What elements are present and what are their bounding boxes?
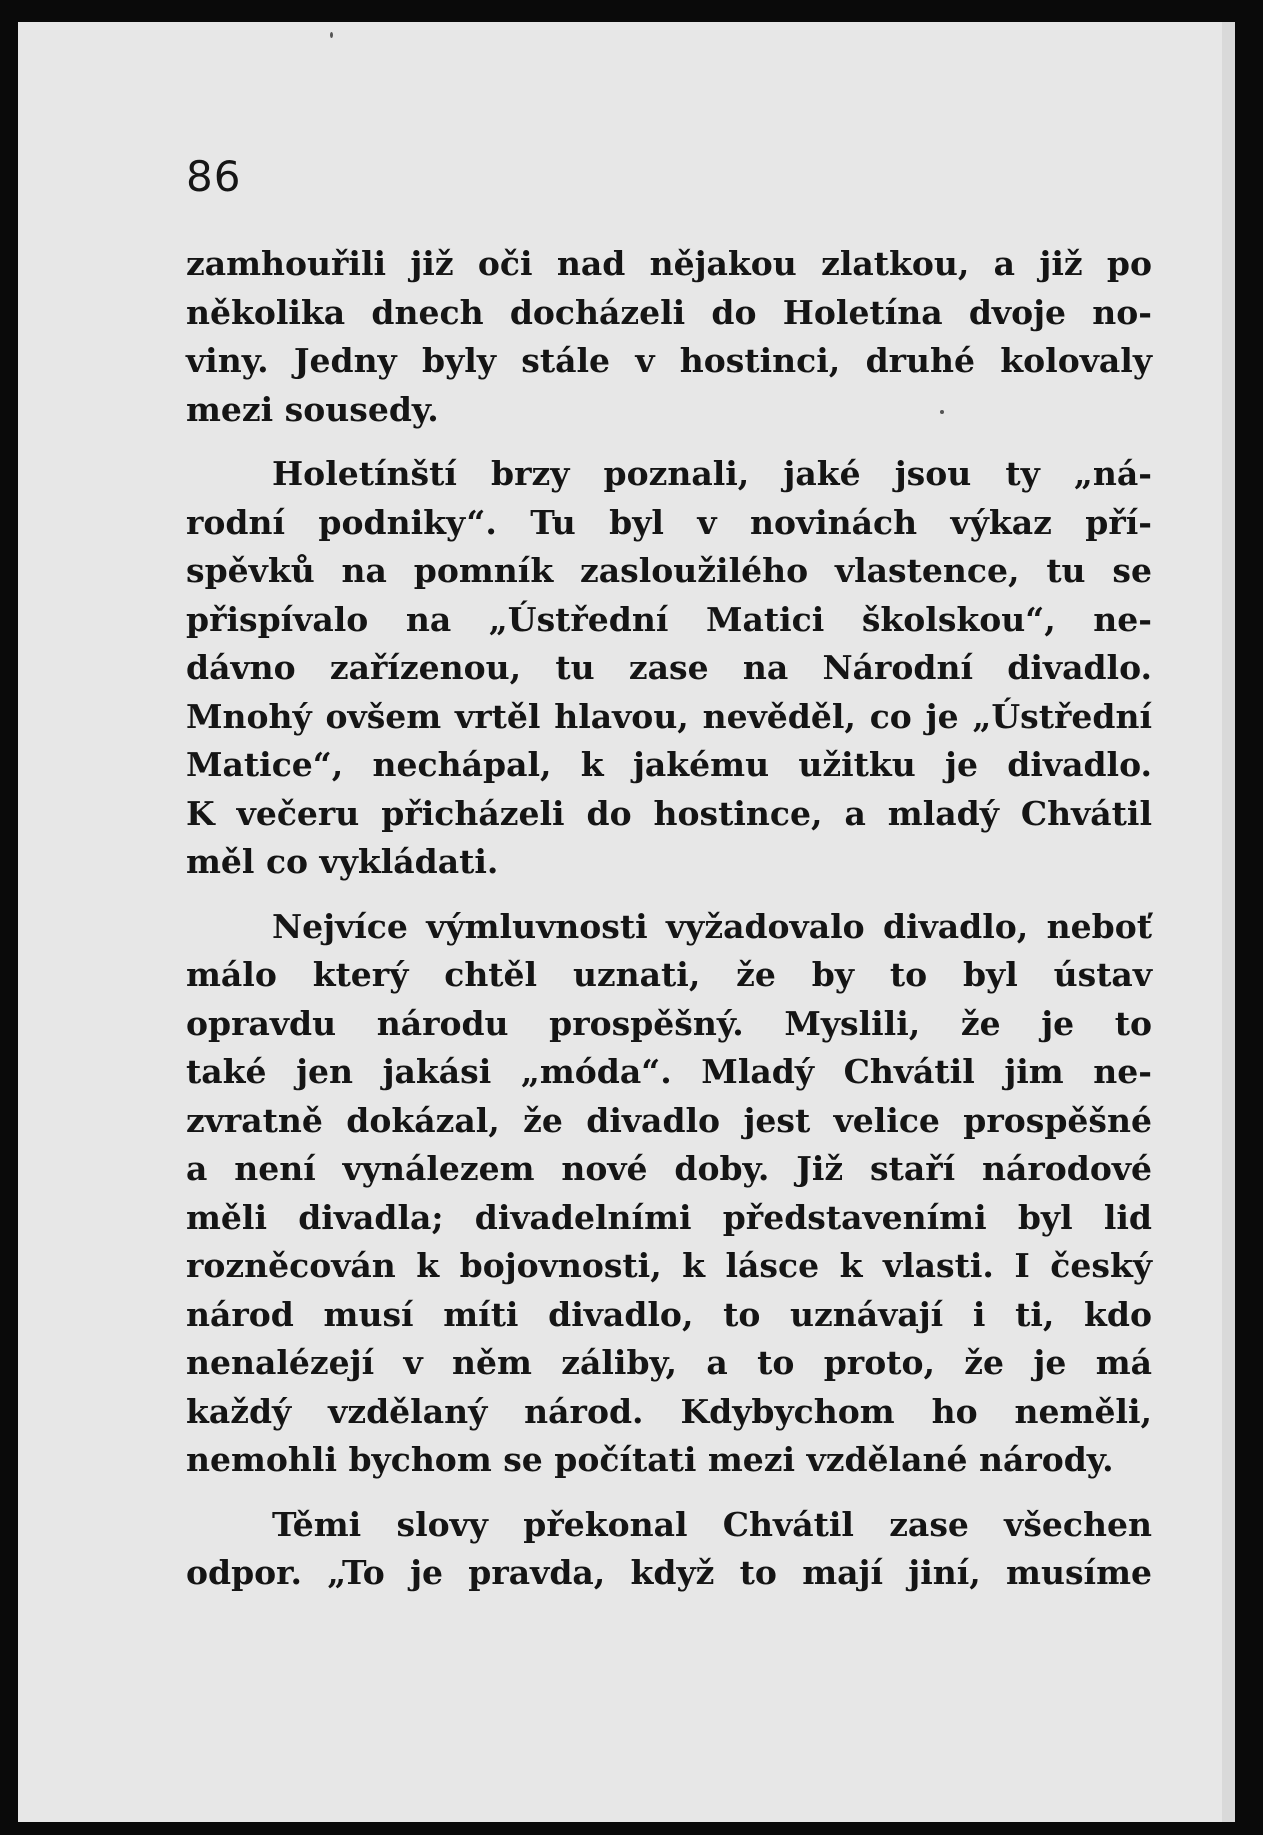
text-line: K večeru přicházeli do hostince, a mladý Chvátil: [186, 793, 1152, 833]
text-line: nenalézejí v něm záliby, a to proto, že je má: [186, 1343, 1152, 1382]
text-line: odpor. „To je pravda, když to mají jiní, musíme: [186, 1553, 1152, 1592]
text-line: Těmi slovy překonal Chvátil zase všechen: [272, 1504, 1152, 1544]
text-line: málo který chtěl uznati, že by to byl ústav: [186, 955, 1152, 994]
paragraph: [186, 1501, 1152, 1598]
scan-speck: [330, 32, 333, 38]
text-line: a není vynálezem nové doby. Již staří národové: [186, 1149, 1152, 1188]
text-line: několika dnech docházeli do Holetína dvoje no-: [186, 292, 1152, 332]
paragraph: [186, 240, 1152, 434]
page-gutter: [1222, 22, 1235, 1822]
text-line: opravdu národu prospěšný. Myslili, že je to: [186, 1003, 1152, 1043]
text-line: zvratně dokázal, že divadlo jest velice prospěšné: [186, 1100, 1152, 1140]
text-line: viny. Jedny byly stále v hostinci, druhé kolovaly: [186, 341, 1152, 380]
text-line: Holetínští brzy poznali, jaké jsou ty „ná-: [272, 454, 1152, 493]
scan-border-left: [0, 0, 18, 1835]
text-line: dávno zařízenou, tu zase na Národní divadlo.: [186, 648, 1152, 687]
text-line: rodní podniky“. Tu byl v novinách výkaz pří-: [186, 502, 1152, 542]
scan-border-top: [0, 0, 1263, 22]
text-line: Mnohý ovšem vrtěl hlavou, nevěděl, co je „Ústřední: [186, 696, 1152, 736]
text-line: Matice“, nechápal, k jakému užitku je divadlo.: [186, 745, 1152, 784]
text-line: přispívalo na „Ústřední Matici školskou“, ne-: [186, 599, 1152, 639]
paragraph: [186, 903, 1152, 1485]
text-line: zamhouřili již oči nad nějakou zlatkou, a již po: [186, 244, 1152, 283]
text-line: spěvků na pomník zasloužilého vlastence, tu se: [186, 551, 1152, 590]
text-line: nemohli bychom se počítati mezi vzdělané národy.: [186, 1440, 1114, 1479]
text-line: měl co vykládati.: [186, 842, 499, 881]
text-line: národ musí míti divadlo, to uznávají i ti, kdo: [186, 1294, 1152, 1334]
text-line: měli divadla; divadelními představeními byl lid: [186, 1197, 1152, 1237]
page-number: 86: [186, 152, 242, 201]
paragraph: [186, 450, 1152, 887]
body-text: [186, 240, 1152, 1614]
text-line: každý vzdělaný národ. Kdybychom ho neměli,: [186, 1391, 1152, 1431]
text-line: mezi sousedy.: [186, 389, 439, 429]
text-line: také jen jakási „móda“. Mladý Chvátil jim ne-: [186, 1052, 1152, 1091]
scan-border-right: [1235, 0, 1263, 1835]
scan-border-bottom: [0, 1822, 1263, 1835]
text-line: Nejvíce výmluvnosti vyžadovalo divadlo, neboť: [272, 906, 1152, 946]
text-line: rozněcován k bojovnosti, k lásce k vlasti. I český: [186, 1246, 1152, 1285]
